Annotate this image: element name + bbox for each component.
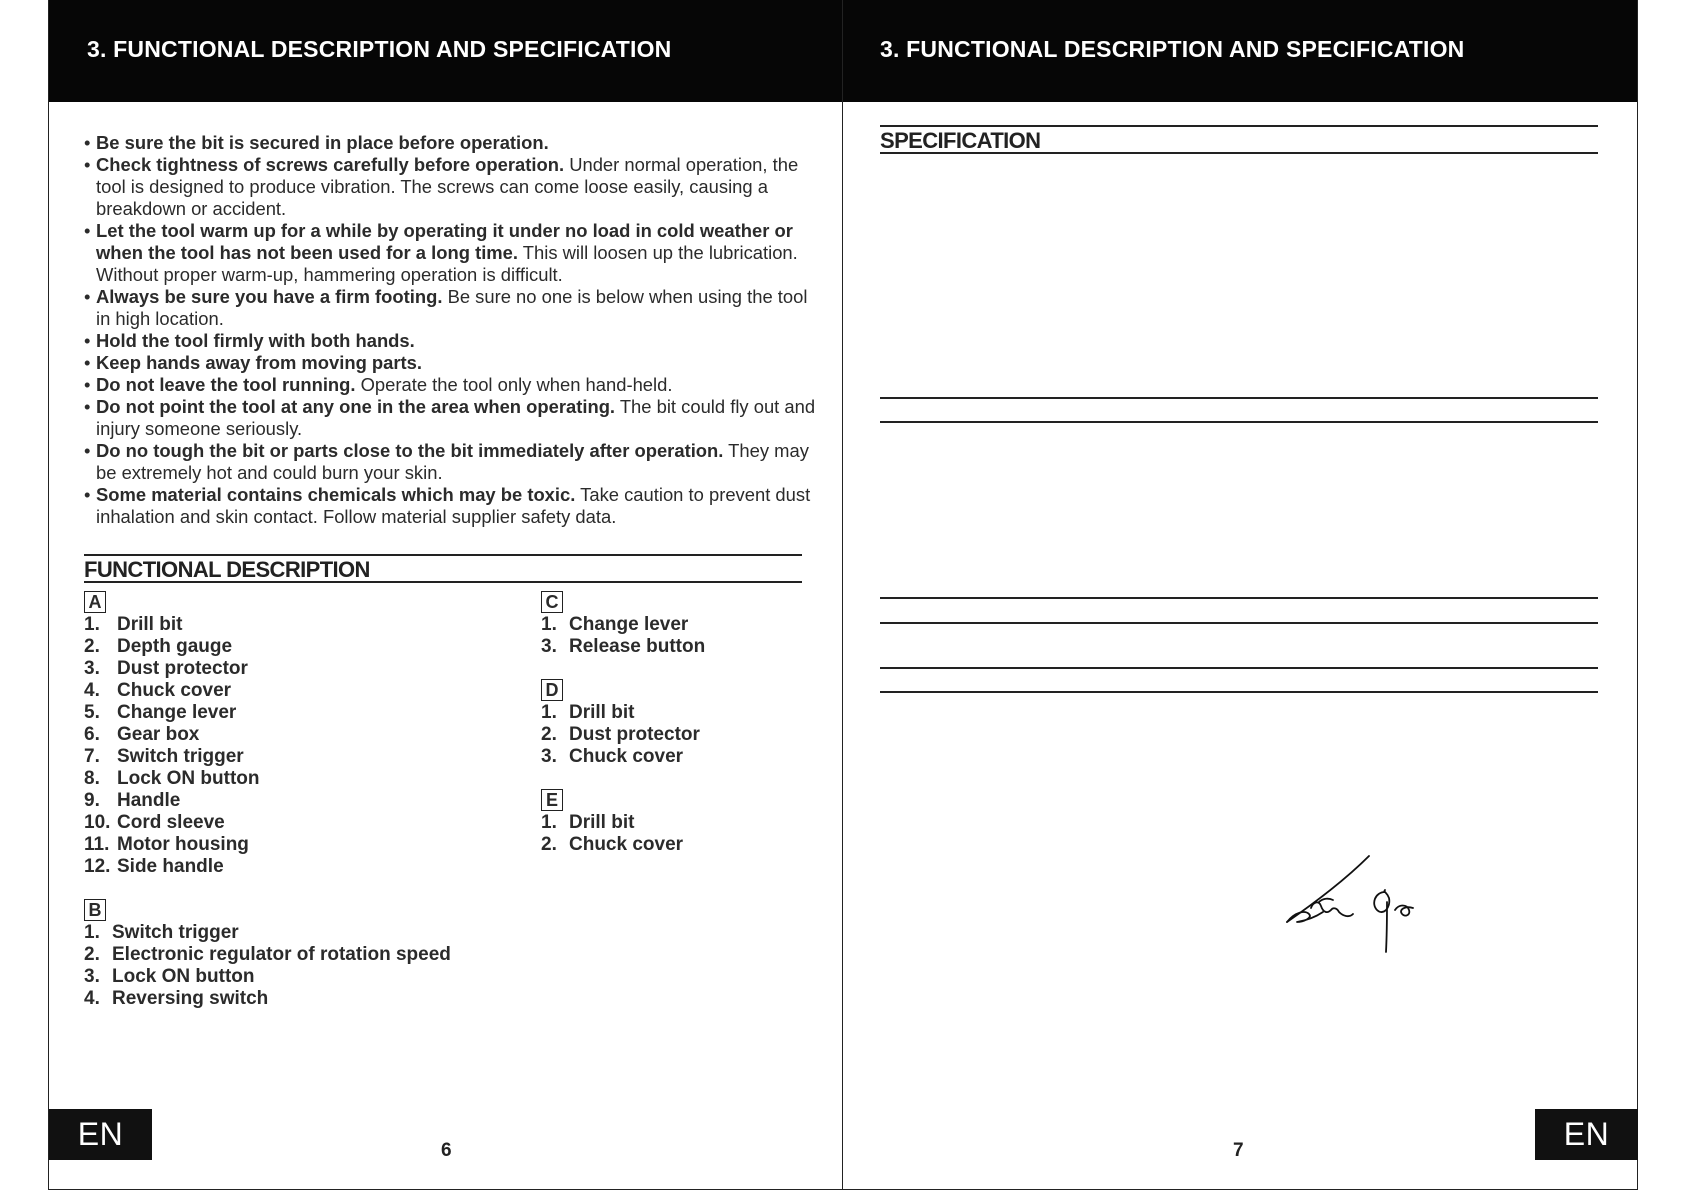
- part-label: Release button: [569, 636, 706, 657]
- safety-bullet: [84, 484, 819, 528]
- signature-image: [1283, 852, 1423, 956]
- part-label: Electronic regulator of rotation speed: [112, 944, 451, 965]
- bullet-dot: •: [84, 484, 91, 505]
- bullet-bold-text: Keep hands away from moving parts.: [96, 352, 423, 373]
- part-number: 1.: [541, 812, 557, 833]
- part-label: Chuck cover: [569, 834, 684, 855]
- part-label: Depth gauge: [117, 636, 233, 657]
- part-list-item: [84, 680, 259, 702]
- part-number: 9.: [84, 790, 100, 811]
- safety-bullet: [84, 132, 819, 154]
- bullet-body-text: This will loosen up the lubrication. Without proper warm-up, hammering operation is difficult.: [96, 242, 798, 285]
- part-number: 11.: [84, 834, 110, 855]
- spec-divider-line: [880, 597, 1598, 599]
- part-number: 7.: [84, 746, 100, 767]
- functional-description-title: [84, 556, 802, 583]
- specification-label: SPECIFICATION: [880, 128, 1041, 153]
- right-page-header: [843, 0, 1637, 102]
- bullet-dot: •: [84, 154, 91, 175]
- part-number: 12.: [84, 856, 111, 877]
- bullet-dot: •: [84, 440, 91, 461]
- safety-bullet: [84, 220, 819, 286]
- part-list-item: [84, 966, 451, 988]
- part-number: 2.: [84, 944, 100, 965]
- language-badge-right: EN: [1535, 1109, 1638, 1160]
- bullet-body-text: The bit could fly out and injury someone seriously.: [96, 396, 816, 439]
- part-list-item: [84, 790, 259, 812]
- part-list-item: [84, 702, 259, 724]
- part-number: 2.: [84, 636, 100, 657]
- part-list-item: [84, 636, 259, 658]
- part-label: Chuck cover: [117, 680, 232, 701]
- parts-group-d: [541, 679, 700, 768]
- bullet-dot: •: [84, 396, 91, 417]
- bullet-body-text: Take caution to prevent dust inhalation and skin contact. Follow material supplier safety data.: [96, 484, 811, 527]
- bullet-body-text: They may be extremely hot and could burn your skin.: [96, 440, 809, 483]
- page-number-left: 6: [441, 1140, 452, 1161]
- part-number: 4.: [84, 680, 100, 701]
- functional-description-label: FUNCTIONAL DESCRIPTION: [84, 557, 370, 582]
- parts-group-e: [541, 789, 683, 856]
- part-number: 3.: [84, 658, 100, 679]
- parts-group-a: [84, 591, 259, 878]
- part-list-item: [541, 702, 700, 724]
- bullet-bold-text: Do not point the tool at any one in the area when operating.: [96, 396, 616, 417]
- parts-group-b: [84, 899, 451, 1010]
- parts-group-c: [541, 591, 705, 658]
- bullet-bold-text: Let the tool warm up for a while by operating it under no load in cold weather or when the tool has not been used for a long time.: [96, 220, 793, 263]
- part-label: Drill bit: [569, 812, 635, 833]
- part-number: 3.: [541, 746, 557, 767]
- safety-bullet: [84, 286, 819, 330]
- bullet-bold-text: Be sure the bit is secured in place before operation.: [96, 132, 549, 153]
- safety-bullet: [84, 396, 819, 440]
- group-letter-a: A: [84, 591, 106, 613]
- right-page: [843, 0, 1638, 1190]
- spec-divider-line: [880, 622, 1598, 624]
- part-list-item: [84, 922, 451, 944]
- safety-bullet: [84, 440, 819, 484]
- specification-title: [880, 127, 1598, 154]
- spec-divider-line: [880, 421, 1598, 423]
- part-label: Reversing switch: [112, 988, 269, 1009]
- bullet-dot: •: [84, 286, 91, 307]
- part-list-item: [84, 834, 259, 856]
- part-label: Gear box: [117, 724, 200, 745]
- bullet-bold-text: Hold the tool firmly with both hands.: [96, 330, 415, 351]
- part-list-item: [541, 746, 700, 768]
- part-label: Chuck cover: [569, 746, 684, 767]
- safety-bullet: [84, 374, 819, 396]
- part-label: Dust protector: [569, 724, 700, 745]
- part-number: 2.: [541, 724, 557, 745]
- bullet-bold-text: Check tightness of screws carefully before operation.: [96, 154, 565, 175]
- bullet-body-text: Be sure no one is below when using the tool in high location.: [96, 286, 808, 329]
- group-letter-b: B: [84, 899, 106, 921]
- bullet-dot: •: [84, 352, 91, 373]
- bullet-bold-text: Do no tough the bit or parts close to the bit immediately after operation.: [96, 440, 724, 461]
- safety-bullet: [84, 352, 819, 374]
- part-number: 3.: [541, 636, 557, 657]
- part-number: 2.: [541, 834, 557, 855]
- page-number-right: 7: [1233, 1140, 1244, 1161]
- part-label: Handle: [117, 790, 181, 811]
- bullet-dot: •: [84, 132, 91, 153]
- bullet-body-text: Under normal operation, the tool is designed to produce vibration. The screws can come loose easily, causing a breakdown or accident.: [96, 154, 799, 219]
- bullet-body-text: Operate the tool only when hand-held.: [355, 374, 673, 395]
- part-label: Switch trigger: [117, 746, 244, 767]
- group-letter-d: D: [541, 679, 563, 701]
- part-list-item: [84, 944, 451, 966]
- left-page: [48, 0, 843, 1190]
- safety-bullet: [84, 154, 819, 220]
- part-number: 6.: [84, 724, 100, 745]
- part-list-item: [84, 812, 259, 834]
- part-list-item: [541, 834, 683, 856]
- part-label: Drill bit: [569, 702, 635, 723]
- part-label: Drill bit: [117, 614, 183, 635]
- right-header-title: 3. FUNCTIONAL DESCRIPTION AND SPECIFICATION: [880, 36, 1465, 62]
- part-label: Side handle: [117, 856, 224, 877]
- part-list-item: [541, 614, 705, 636]
- part-list-item: [84, 724, 259, 746]
- part-number: 1.: [84, 922, 100, 943]
- left-header-title: 3. FUNCTIONAL DESCRIPTION AND SPECIFICATION: [87, 36, 672, 62]
- bullet-bold-text: Do not leave the tool running.: [96, 374, 356, 395]
- part-number: 4.: [84, 988, 100, 1009]
- part-list-item: [84, 614, 259, 636]
- part-label: Switch trigger: [112, 922, 239, 943]
- part-list-item: [541, 724, 700, 746]
- bullet-bold-text: Some material contains chemicals which may be toxic.: [96, 484, 576, 505]
- part-label: Change lever: [569, 614, 689, 635]
- part-list-item: [541, 812, 683, 834]
- left-page-header: [49, 0, 842, 102]
- part-label: Cord sleeve: [117, 812, 225, 833]
- part-number: 10.: [84, 812, 111, 833]
- part-number: 1.: [84, 614, 100, 635]
- part-label: Lock ON button: [117, 768, 260, 789]
- group-letter-c: C: [541, 591, 563, 613]
- spec-divider-line: [880, 397, 1598, 399]
- language-badge-left: EN: [49, 1109, 152, 1160]
- part-list-item: [84, 988, 451, 1010]
- part-list-item: [84, 856, 259, 878]
- part-list-item: [84, 746, 259, 768]
- part-label: Change lever: [117, 702, 237, 723]
- safety-bullet-list: [84, 132, 819, 528]
- part-list-item: [84, 658, 259, 680]
- part-number: 5.: [84, 702, 100, 723]
- safety-bullet: [84, 330, 819, 352]
- bullet-dot: •: [84, 330, 91, 351]
- part-label: Lock ON button: [112, 966, 255, 987]
- part-list-item: [84, 768, 259, 790]
- spec-divider-line: [880, 691, 1598, 693]
- part-number: 1.: [541, 702, 557, 723]
- spec-divider-line: [880, 667, 1598, 669]
- part-list-item: [541, 636, 705, 658]
- bullet-dot: •: [84, 220, 91, 241]
- group-letter-e: E: [541, 789, 563, 811]
- part-number: 1.: [541, 614, 557, 635]
- part-number: 3.: [84, 966, 100, 987]
- part-label: Dust protector: [117, 658, 248, 679]
- bullet-bold-text: Always be sure you have a firm footing.: [96, 286, 443, 307]
- part-number: 8.: [84, 768, 100, 789]
- bullet-dot: •: [84, 374, 91, 395]
- part-label: Motor housing: [117, 834, 249, 855]
